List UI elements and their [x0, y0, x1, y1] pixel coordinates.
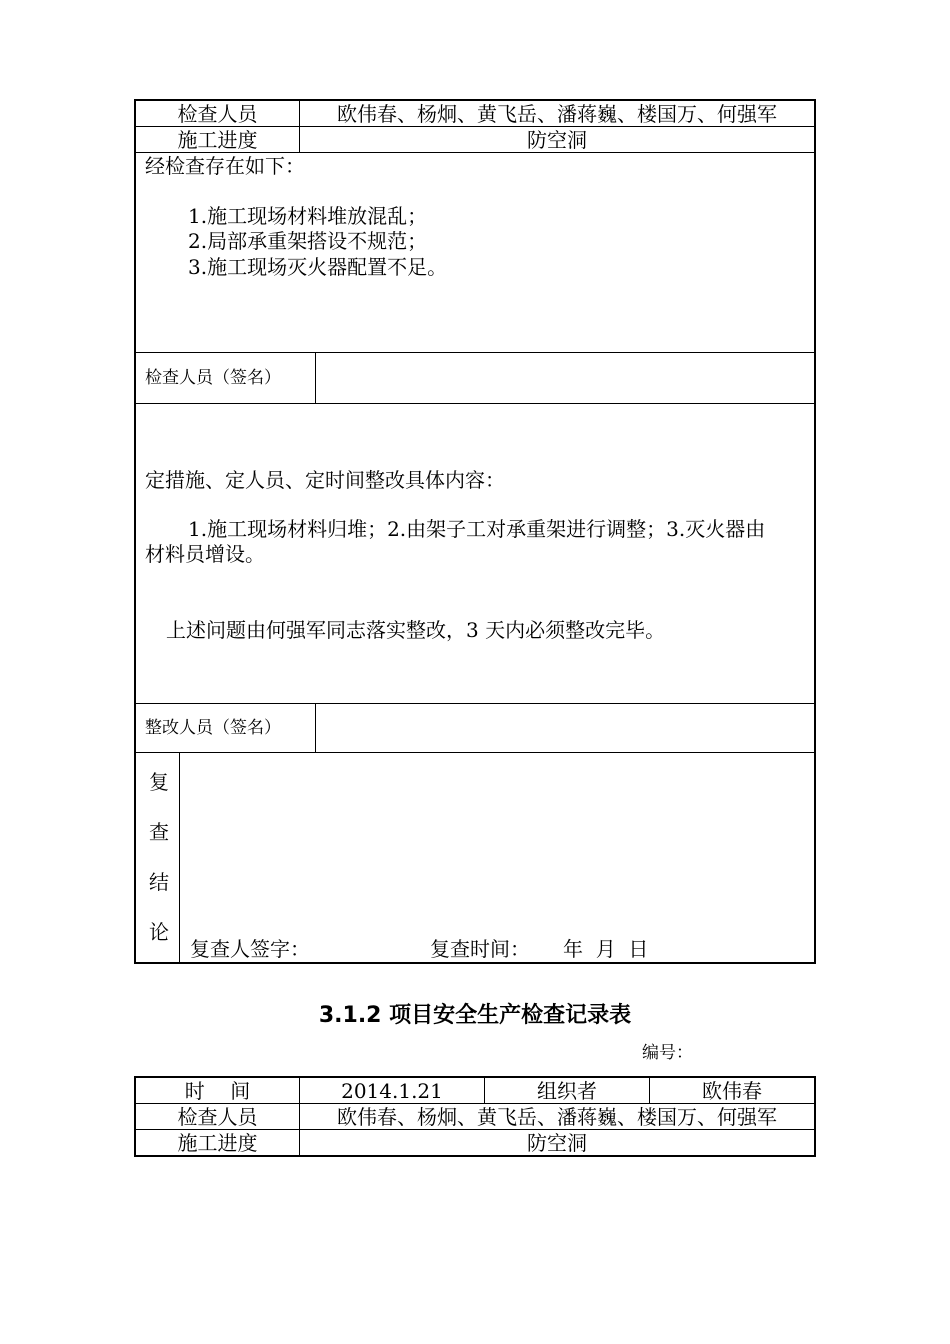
recheck-date-placeholder: 年 月 日 [563, 937, 649, 961]
inspectors-label: 检查人员 [177, 101, 258, 126]
table-border-right [814, 1076, 816, 1157]
inspectors-label: 检查人员 [177, 1104, 258, 1129]
recheck-time-label: 复查时间： [430, 937, 530, 961]
record-number-label: 编号： [642, 1043, 693, 1063]
rectifier-signature-label: 整改人员（签名） [145, 718, 281, 738]
inspector-signature-label: 检查人员（签名） [145, 368, 281, 388]
progress-label: 施工进度 [177, 1130, 258, 1155]
inspectors-value: 欧伟春、杨炯、黄飞岳、潘蒋巍、楼国万、何强军 [337, 1104, 777, 1129]
rectification-heading: 定措施、定人员、定时间整改具体内容： [145, 468, 505, 492]
rectification-content-continued: 材料员增设。 [145, 542, 265, 566]
section-title: 3.1.2 项目安全生产检查记录表 [318, 1003, 632, 1028]
rectifier-signature-field[interactable] [316, 704, 814, 752]
recheck-label-char: 论 [149, 920, 169, 944]
finding-item: 3.施工现场灭火器配置不足。 [188, 255, 448, 279]
rectification-content: 1.施工现场材料归堆；2.由架子工对承重架进行调整；3.灭火器由 [188, 517, 766, 541]
recheck-conclusion-field[interactable] [180, 753, 814, 928]
organizer-value: 欧伟春 [702, 1078, 762, 1103]
inspectors-value: 欧伟春、杨炯、黄飞岳、潘蒋巍、楼国万、何强军 [337, 101, 777, 126]
row-divider [134, 403, 816, 404]
progress-value: 防空洞 [527, 127, 587, 152]
table-border-left [134, 99, 136, 964]
finding-item: 2.局部承重架搭设不规范； [188, 229, 428, 253]
table-border-bottom [134, 1155, 816, 1157]
findings-heading: 经检查存在如下： [145, 154, 305, 178]
recheck-signer-label: 复查人签字： [190, 937, 310, 961]
finding-item: 1.施工现场材料堆放混乱； [188, 204, 428, 228]
time-label: 时 间 [184, 1078, 251, 1103]
table-border-bottom [134, 962, 816, 964]
progress-value: 防空洞 [527, 1130, 587, 1155]
progress-label: 施工进度 [177, 127, 258, 152]
recheck-label-char: 复 [149, 770, 169, 794]
recheck-label-char: 查 [149, 820, 169, 844]
table-border-right [814, 99, 816, 964]
organizer-label: 组织者 [537, 1078, 597, 1103]
inspector-signature-field[interactable] [316, 353, 814, 403]
recheck-label-char: 结 [149, 870, 169, 894]
responsibility-statement: 上述问题由何强军同志落实整改，3 天内必须整改完毕。 [166, 618, 666, 642]
time-value: 2014.1.21 [341, 1078, 443, 1103]
